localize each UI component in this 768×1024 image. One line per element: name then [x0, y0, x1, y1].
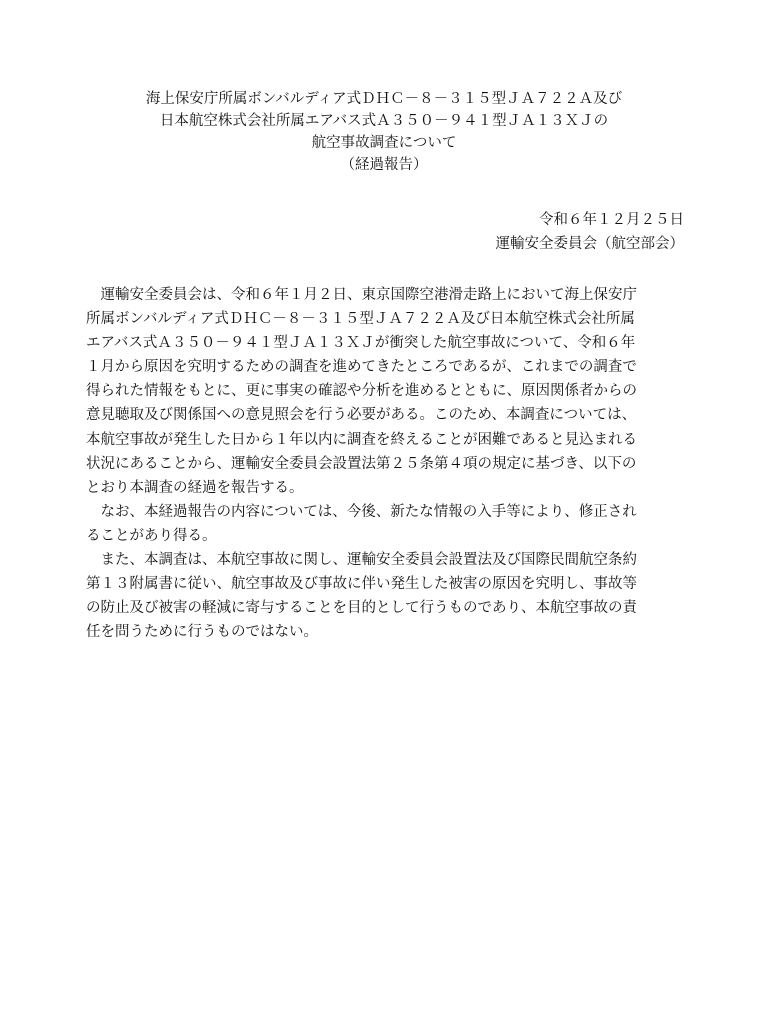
body-line: 所属ボンバルディア式ＤＨＣ－８－３１５型ＪＡ７２２Ａ及び日本航空株式会社所属 [86, 311, 635, 328]
body-line: エアバス式Ａ３５０－９４１型ＪＡ１３ＸＪが衝突した航空事故について、令和６年 [86, 335, 636, 352]
body-line: 任を問うために行うものではない。 [86, 624, 318, 641]
body-line: 意見聴取及び関係国への意見照会を行う必要がある。このため、本調査については、 [86, 407, 637, 424]
body-line: また、本調査は、本航空事故に関し、運輸安全委員会設置法及び国際民間航空条約 [86, 552, 637, 569]
title-line: 日本航空株式会社所属エアバス式Ａ３５０－９４１型ＪＡ１３ＸＪの [159, 113, 609, 129]
document-date: 令和６年１２月２５日 [539, 212, 684, 228]
title-line: 海上保安庁所属ボンバルディア式ＤＨＣ－８－３１５型ＪＡ７２２Ａ及び [145, 91, 623, 107]
body-line: 得られた情報をもとに、更に事実の確認や分析を進めるとともに、原因関係者からの [86, 383, 637, 400]
document-title [0, 88, 768, 176]
body-line: 本航空事故が発生した日から１年以内に調査を終えることが困難であると見込まれる [86, 431, 637, 448]
body-line: 状況にあることから、運輸安全委員会設置法第２５条第４項の規定に基づき、以下の [86, 455, 637, 472]
title-line: （経過報告） [340, 157, 428, 173]
body-line: 第１３附属書に従い、航空事故及び事故に伴い発生した被害の原因を究明し、事故等 [86, 576, 637, 593]
body-line: なお、本経過報告の内容については、今後、新たな情報の入手等により、修正され [86, 503, 637, 520]
body-line: とおり本調査の経過を報告する。 [86, 479, 304, 496]
body-line: ることがあり得る。 [86, 527, 217, 544]
document-meta [496, 208, 685, 256]
body-line: の防止及び被害の軽減に寄与することを目的として行うものであり、本航空事故の責 [86, 600, 637, 617]
document-issuer: 運輸安全委員会（航空部会） [495, 236, 684, 252]
body-line: 運輸安全委員会は、令和６年１月２日、東京国際空港滑走路上において海上保安庁 [86, 287, 637, 303]
document-body [86, 283, 686, 644]
title-line: 航空事故調査について [311, 135, 457, 151]
body-line: １月から原因を究明するための調査を進めてきたところであるが、これまでの調査で [86, 359, 637, 376]
